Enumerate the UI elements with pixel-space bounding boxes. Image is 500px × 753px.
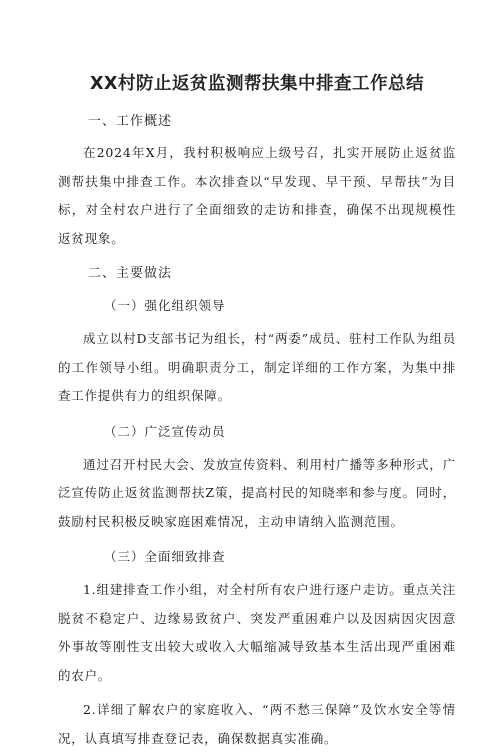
overview-paragraph: 在2024年X月，我村积极响应上级号召，扎实开展防止返贫监测帮扶集中排查工作。本次排查以“早发现、早干预、早帮扶”为目标，对全村农户进行了全面细致的走访和排查，确保不出现规模性返贫现象。 <box>58 145 456 246</box>
subheading-investigation: （三）全面细致排查 <box>104 549 226 564</box>
publicity-paragraph: 通过召开村民大会、发放宣传资料、利用村广播等多种形式，广泛宣传防止返贫监测帮扶Z策，提高村民的知晓率和参与度。同时，鼓励村民积极反映家庭困难情况，主动申请纳入监测范围。 <box>58 456 456 529</box>
subheading-organization: （一）强化组织领导 <box>104 298 226 313</box>
document-title: XX村防止返贫监测帮扶集中排查工作总结 <box>90 74 424 94</box>
section-heading-methods: 二、主要做法 <box>88 266 173 281</box>
section-heading-overview: 一、工作概述 <box>88 114 173 129</box>
subheading-publicity: （二）广泛宣传动员 <box>104 423 226 439</box>
investigation-item-2: 2.详细了解农户的家庭收入、“两不愁三保障”及饮水安全等情况，认真填写排查登记表，确保数据真实准确。 <box>58 702 456 746</box>
organization-paragraph: 成立以村D支部书记为组长，村“两委”成员、驻村工作队为组员的工作领导小组。明确职责分工，制定详细的工作方案，为集中排查工作提供有力的组织保障。 <box>58 331 456 403</box>
investigation-item-1: 1.组建排查工作小组，对全村所有农户进行逐户走访。重点关注脱贫不稳定户、边缘易致贫户、突发严重困难户以及因病因灾因意外事故等刚性支出较大或收入大幅缩减导致基本生活出现严重困难的农户。 <box>58 582 456 683</box>
